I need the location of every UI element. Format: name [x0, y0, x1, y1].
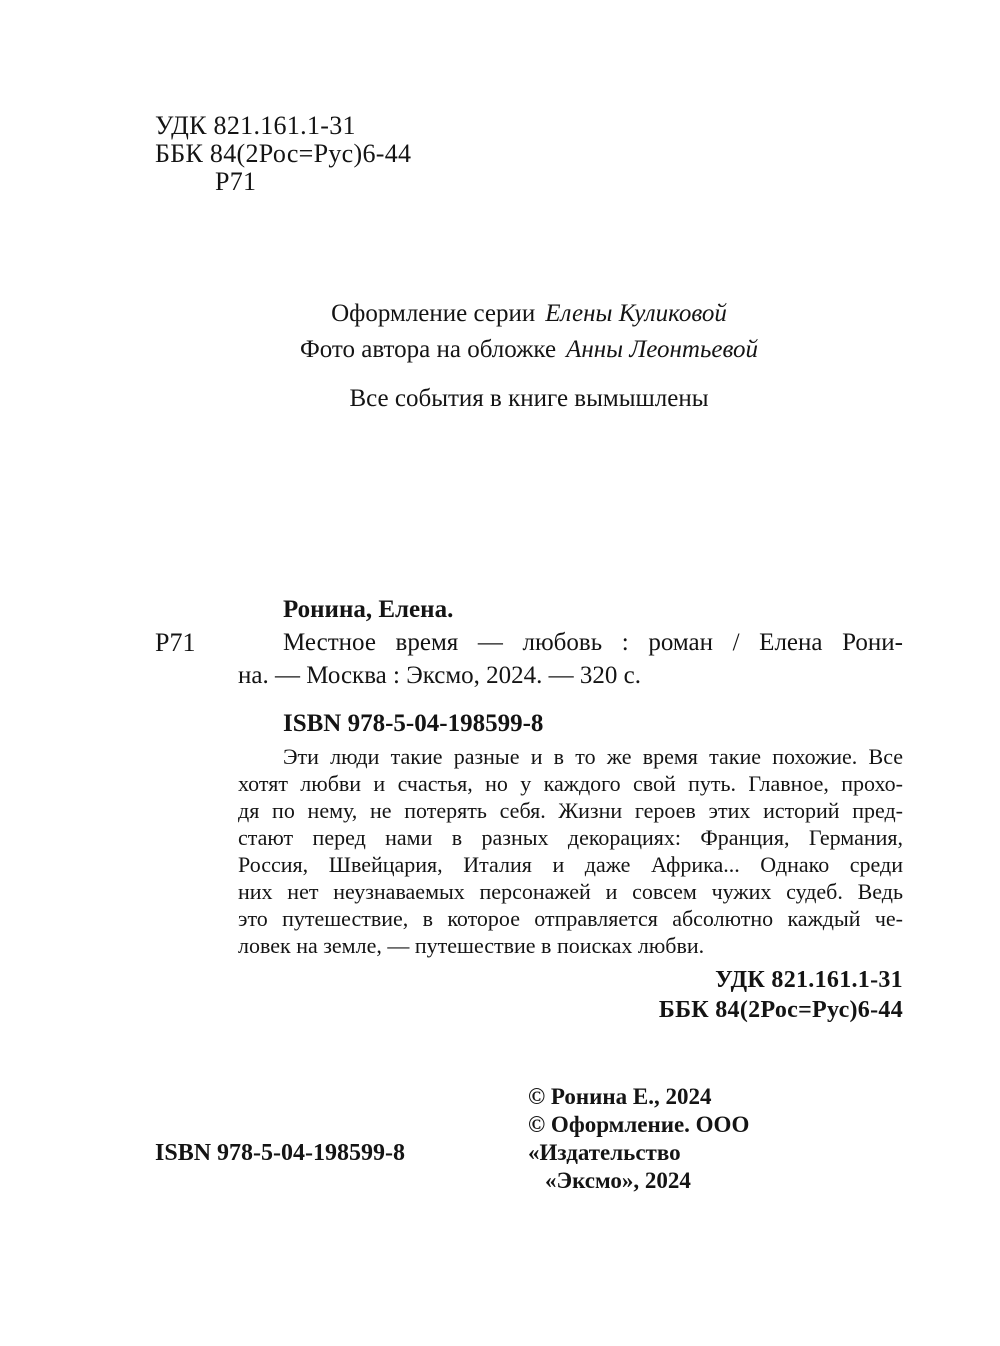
annotation-line: Россия, Швейцария, Италия и даже Африка... Однако среди	[238, 852, 903, 877]
series-designer-name: Елены Куликовой	[545, 300, 727, 327]
catalog-entry	[155, 593, 903, 1025]
book-author: Ронина, Елена.	[283, 596, 454, 623]
series-design-credit	[155, 296, 903, 332]
annotation	[238, 743, 903, 959]
author-sign-code-top: Р71	[215, 167, 257, 196]
classification-block	[155, 0, 903, 196]
copyright-author: © Ронина Е., 2024	[528, 1084, 712, 1109]
annotation-line: них нет неузнаваемых персонажей и совсем чужих судеб. Ведь	[238, 879, 903, 904]
annotation-line: дя по нему, не потерять себя. Жизни героев этих историй пред-	[238, 798, 903, 823]
copyright-lines	[528, 1083, 903, 1195]
copyright-block	[155, 1083, 903, 1195]
bibliographic-line-1: Местное время — любовь : роман / Елена Рони-	[283, 629, 903, 656]
isbn-catalog: ISBN 978-5-04-198599-8	[283, 710, 544, 737]
bbk-code-bottom: ББК 84(2Рос=Рус)6-44	[658, 997, 903, 1023]
annotation-line: ловек на земле, — путешествие в поисках любви.	[238, 933, 705, 958]
annotation-line: это путешествие, в которое отправляется абсолютно каждый че-	[238, 906, 903, 931]
annotation-line: хотят любви и счастья, но у каждого свой путь. Главное, прохо-	[238, 771, 903, 796]
bibliographic-line-2: на. — Москва : Эксмо, 2024. — 320 с.	[238, 662, 642, 689]
udk-code-bottom: УДК 821.161.1-31	[715, 967, 903, 993]
catalog-code: Р71	[155, 628, 196, 657]
udk-code-top: УДК 821.161.1-31	[155, 111, 356, 140]
cover-photographer-name: Анны Леонтьевой	[566, 336, 758, 363]
copyright-publisher-line-1: © Оформление. ООО «Издательство	[528, 1112, 750, 1165]
bibliographic-block	[155, 593, 903, 959]
credits-block	[155, 296, 903, 417]
isbn-bottom: ISBN 978-5-04-198599-8	[155, 1140, 405, 1166]
cover-photo-label: Фото автора на обложке	[300, 336, 557, 363]
bbk-code-top: ББК 84(2Рос=Рус)6-44	[155, 139, 412, 168]
classification-block-bottom	[155, 965, 903, 1025]
cover-photo-credit	[155, 332, 903, 368]
copyright-publisher-line-2: «Эксмо», 2024	[545, 1168, 691, 1193]
annotation-line: Эти люди такие разные и в то же время такие похожие. Все	[283, 744, 903, 769]
series-design-label: Оформление серии	[331, 300, 536, 327]
annotation-line: стают перед нами в разных декорациях: Франция, Германия,	[238, 825, 903, 850]
fiction-disclaimer: Все события в книге вымышлены	[349, 385, 709, 412]
